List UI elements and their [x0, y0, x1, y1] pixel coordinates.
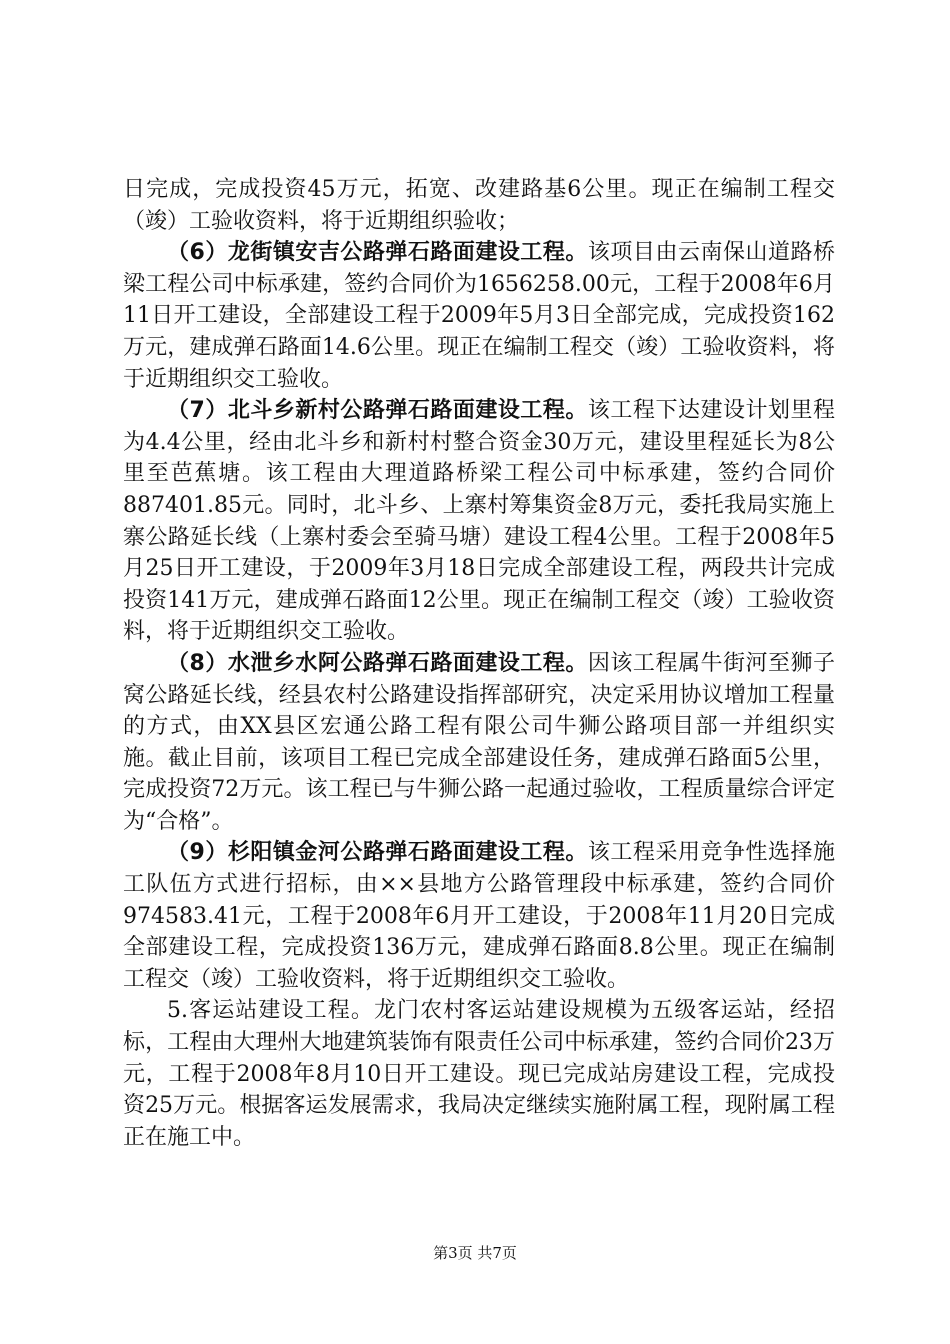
paragraph-body: 该工程采用竞争性选择施工队伍方式进行招标，由××县地方公路管理段中标承建，签约合同价974583.41元，工程于2008年6月开工建设，于2008年11月20日完成全部建设工程，完成投资136万元，建成弹石路面8.8公里。现正在编制工程交（竣）工验收资料，将于近期组织交工验收。	[123, 840, 835, 992]
paragraph-item-9	[123, 837, 835, 995]
paragraph-section-5	[123, 995, 835, 1153]
page-footer	[0, 1242, 950, 1263]
paragraph-item-6	[123, 237, 835, 395]
page-number: 第3页 共7页	[433, 1244, 517, 1262]
paragraph-body: 5.客运站建设工程。龙门农村客运站建设规模为五级客运站，经招标，工程由大理州大地建筑装饰有限责任公司中标承建，签约合同价23万元，工程于2008年8月10日开工建设。现已完成站房建设工程，完成投资25万元。根据客运发展需求，我局决定继续实施附属工程，现附属工程正在施工中。	[123, 998, 835, 1150]
document-body	[123, 174, 835, 1153]
paragraph-heading: （7）北斗乡新村公路弹石路面建设工程。	[167, 398, 588, 424]
paragraph-body: 因该工程属牛街河至狮子窝公路延长线，经县农村公路建设指挥部研究，决定采用协议增加工程量的方式，由XX县区宏通公路工程有限公司牛狮公路项目部一并组织实施。截止目前，该项目工程已完成全部建设任务，建成弹石路面5公里，完成投资72万元。该工程已与牛狮公路一起通过验收，工程质量综合评定为“合格”。	[123, 650, 835, 834]
paragraph-heading: （9）杉阳镇金河公路弹石路面建设工程。	[167, 840, 588, 866]
paragraph-heading: （6）龙街镇安吉公路弹石路面建设工程。	[167, 240, 588, 266]
paragraph-continuation	[123, 174, 835, 237]
paragraph-item-7	[123, 395, 835, 648]
paragraph-body: 日完成，完成投资45万元，拓宽、改建路基6公里。现正在编制工程交（竣）工验收资料，将于近期组织验收；	[123, 177, 835, 234]
paragraph-item-8	[123, 648, 835, 838]
paragraph-heading: （8）水泄乡水阿公路弹石路面建设工程。	[167, 650, 588, 676]
paragraph-body: 该项目由云南保山道路桥梁工程公司中标承建，签约合同价为1656258.00元，工程于2008年6月11日开工建设，全部建设工程于2009年5月3日全部完成，完成投资162万元，建成弹石路面14.6公里。现正在编制工程交（竣）工验收资料，将于近期组织交工验收。	[123, 240, 835, 392]
paragraph-body: 该工程下达建设计划里程为4.4公里，经由北斗乡和新村村整合资金30万元，建设里程延长为8公里至芭蕉塘。该工程由大理道路桥梁工程公司中标承建，签约合同价887401.85元。同时，北斗乡、上寨村筹集资金8万元，委托我局实施上寨公路延长线（上寨村委会至骑马塘）建设工程4公里。工程于2008年5月25日开工建设，于2009年3月18日完成全部建设工程，两段共计完成投资141万元，建成弹石路面12公里。现正在编制工程交（竣）工验收资料，将于近期组织交工验收。	[123, 398, 835, 645]
